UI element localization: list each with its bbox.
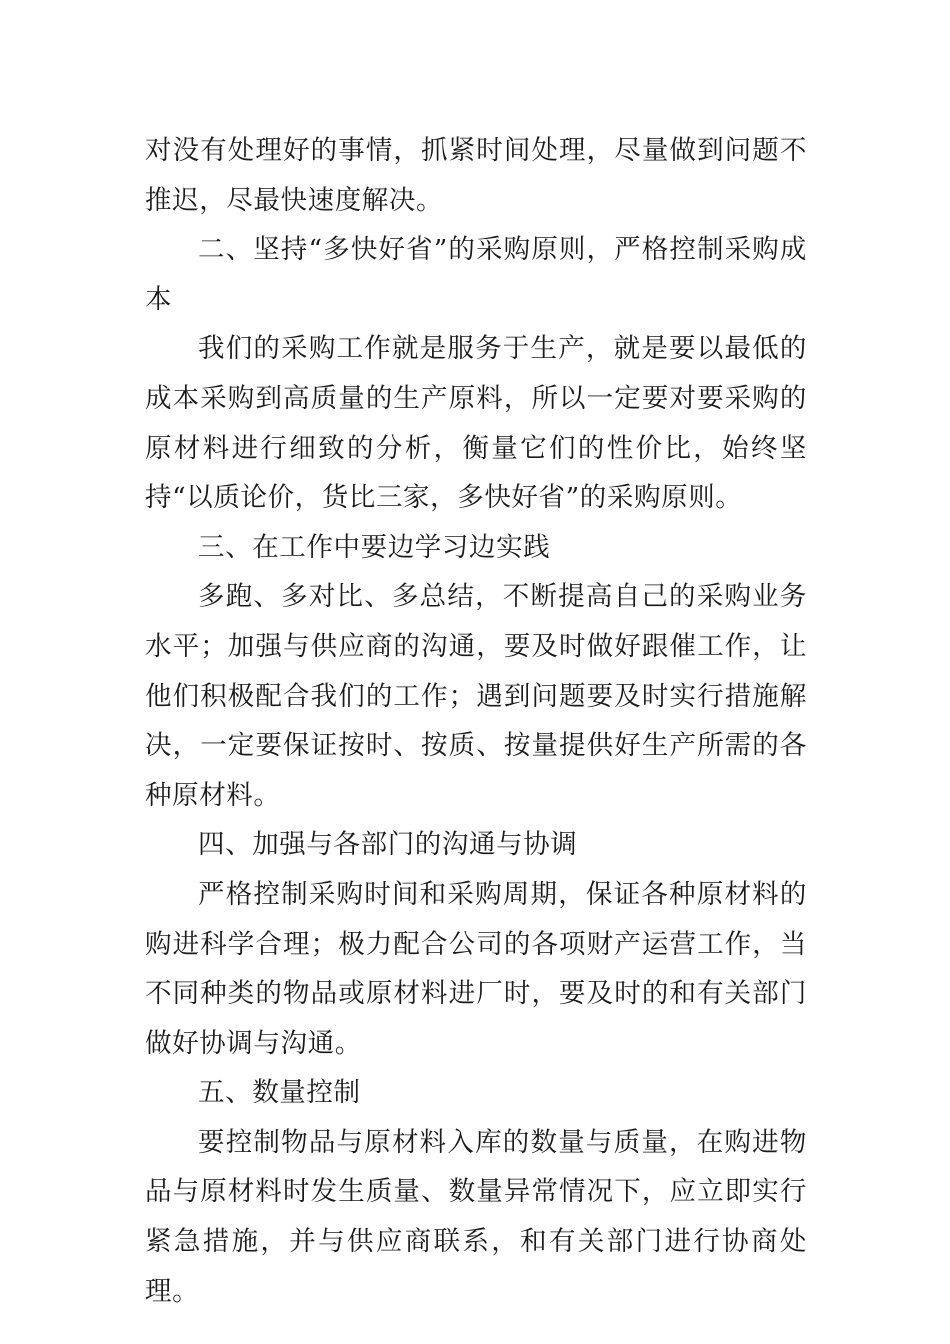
paragraph-coordination: 严格控制采购时间和采购周期，保证各种原材料的购进科学合理；极力配合公司的各项财产运营工作，当不同种类的物品或原材料进厂时，要及时的和有关部门做好协调与沟通。 [145, 878, 807, 1059]
section-heading-2: 二、坚持“多快好省”的采购原则，严格控制采购成本 [145, 234, 807, 315]
paragraph-quantity-control: 要控制物品与原材料入库的数量与质量，在购进物品与原材料时发生质量、数量异常情况下，应立即实行紧急措施，并与供应商联系，和有关部门进行协商处理。 [145, 1126, 807, 1307]
paragraph-procurement-principle: 我们的采购工作就是服务于生产，就是要以最低的成本采购到高质量的生产原料，所以一定要对要采购的原材料进行细致的分析，衡量它们的性价比，始终坚持“以质论价，货比三家，多快好省”的采购原则。 [145, 333, 807, 514]
section-heading-4: 四、加强与各部门的沟通与协调 [198, 829, 578, 861]
paragraph-continued: 对没有处理好的事情，抓紧时间处理，尽量做到问题不推迟，尽最快速度解决。 [145, 135, 807, 216]
document-body [145, 126, 807, 1316]
section-heading-3: 三、在工作中要边学习边实践 [198, 531, 551, 563]
paragraph-learning-practice: 多跑、多对比、多总结，不断提高自己的采购业务水平；加强与供应商的沟通，要及时做好跟催工作，让他们积极配合我们的工作；遇到问题要及时实行措施解决，一定要保证按时、按质、按量提供好生产所需的各种原材料。 [145, 581, 807, 811]
section-heading-5: 五、数量控制 [198, 1077, 361, 1109]
